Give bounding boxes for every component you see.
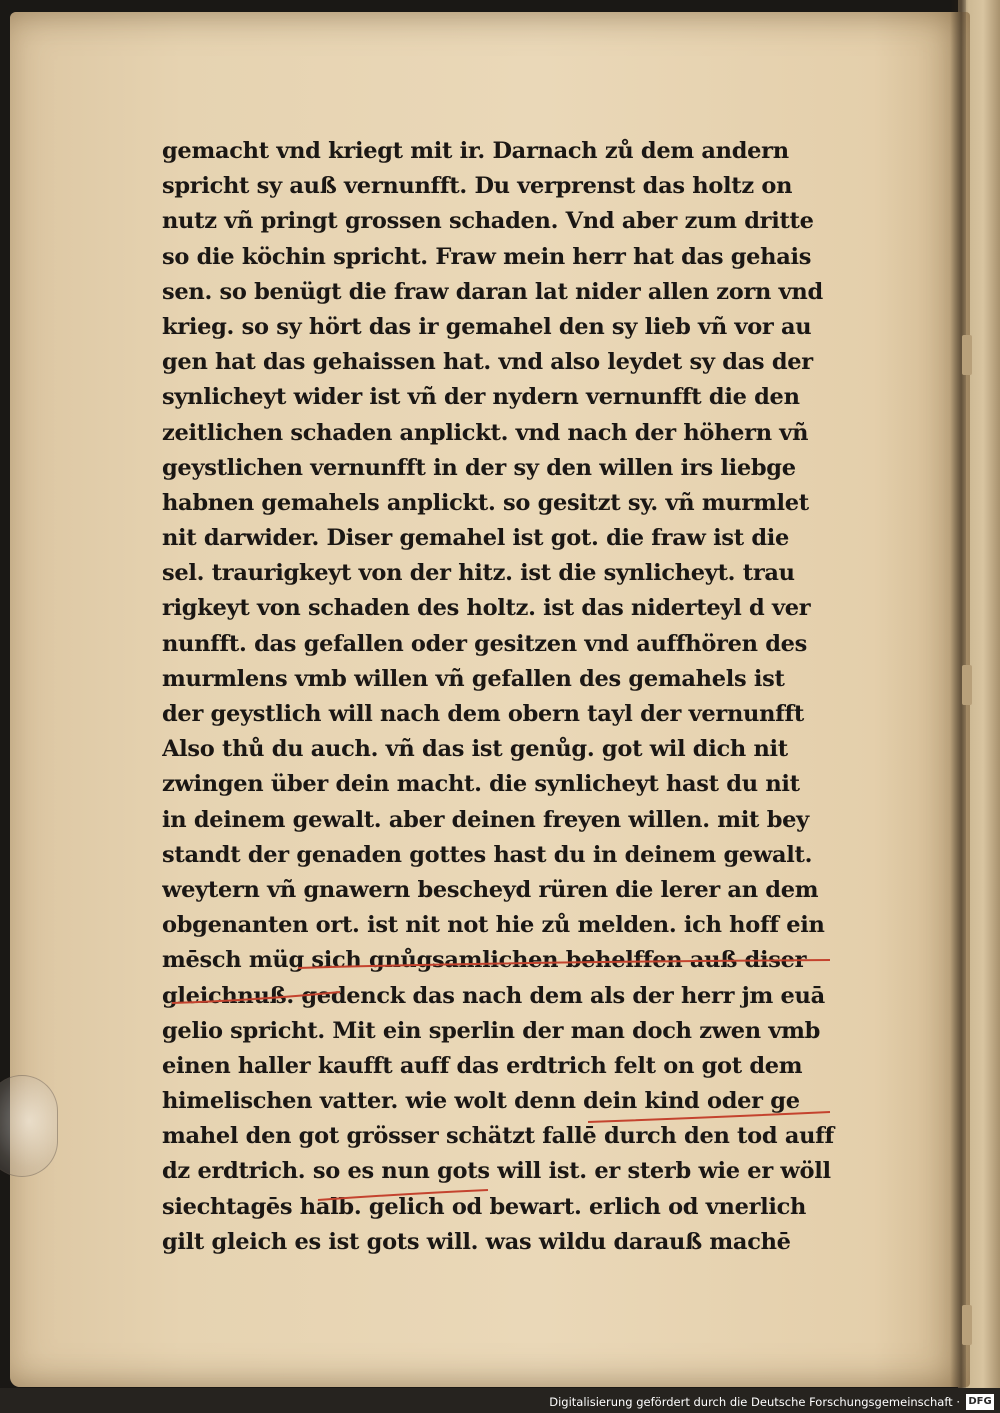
text-line: zwingen über dein macht. die synlicheyt hast du nit: [162, 771, 800, 798]
text-line: murmlens vmb willen vñ gefallen des gemahels ist: [162, 665, 785, 692]
text-line: rigkeyt von schaden des holtz. ist das niderteyl d ver: [162, 595, 811, 622]
text-line: nunfft. das gefallen oder gesitzen vnd auffhören des: [162, 630, 808, 657]
text-line: gen hat das gehaissen hat. vnd also leydet sy das der: [162, 349, 813, 376]
text-line: synlicheyt wider ist vñ der nydern vernunfft die den: [162, 384, 800, 411]
text-line: sen. so benügt die fraw daran lat nider allen zorn vnd: [162, 278, 823, 305]
text-line: weytern vñ gnawern bescheyd rüren die lerer an dem: [162, 876, 819, 903]
text-line: mahel den got grösser schätzt fallē durch den tod auff: [162, 1123, 834, 1150]
text-line: der geystlich will nach dem obern tayl der vernunfft: [162, 701, 804, 727]
page-edge-tab: [962, 1305, 972, 1345]
text-line: siechtagēs halb. gelich od bewart. erlich od vnerlich: [162, 1193, 807, 1220]
text-line: zeitlichen schaden anplickt. vnd nach der höhern vñ: [162, 419, 809, 446]
text-line: so die köchin spricht. Fraw mein herr hat das gehais: [162, 243, 812, 270]
text-line: habnen gemahels anplickt. so gesitzt sy. vñ murmlet: [162, 489, 809, 516]
text-line: geystlichen vernunfft in der sy den willen irs liebge: [162, 454, 796, 481]
text-line-underlined: gleichnuß. gedenck das nach dem als der herr jm euā: [162, 982, 825, 1009]
text-line: obgenanten ort. ist nit not hie zů melden. ich hoff ein: [162, 912, 825, 939]
digitization-credit: Digitalisierung gefördert durch die Deutsche Forschungsgemeinschaft ·: [549, 1395, 960, 1409]
text-line-underlined: dz erdtrich. so es nun gots will ist. er sterb wie er wöll: [162, 1158, 831, 1185]
text-line-underlined: gelio spricht. Mit ein sperlin der man doch zwen vmb: [162, 1017, 821, 1044]
text-line: himelischen vatter. wie wolt denn dein kind oder ge: [162, 1088, 800, 1115]
page-clip: [0, 1075, 58, 1177]
text-line: nit darwider. Diser gemahel ist got. die fraw ist die: [162, 525, 790, 552]
text-line: mēsch müg sich gnůgsamlichen behelffen auß diser: [162, 947, 807, 974]
text-line: Also thů du auch. vñ das ist genůg. got wil dich nit: [162, 736, 788, 763]
page-edge-tab: [962, 335, 972, 375]
page-edge-tab: [962, 665, 972, 705]
text-line: krieg. so sy hört das ir gemahel den sy lieb vñ vor au: [162, 313, 812, 340]
text-line: gemacht vnd kriegt mit ir. Darnach zů dem andern: [162, 138, 789, 164]
text-line: sel. traurigkeyt von der hitz. ist die synlicheyt. trau: [162, 560, 795, 587]
text-line: standt der genaden gottes hast du in deinem gewalt.: [162, 841, 813, 868]
dfg-logo: DFG: [966, 1394, 994, 1410]
text-line: in deinem gewalt. aber deinen freyen willen. mit bey: [162, 806, 809, 833]
text-line-underlined: gilt gleich es ist gots will. was wildu darauß machē: [162, 1228, 791, 1255]
text-block: [162, 134, 837, 1260]
text-line: einen haller kaufft auff das erdtrich felt on got dem: [162, 1052, 803, 1079]
text-line: nutz vñ pringt grossen schaden. Vnd aber zum dritte: [162, 208, 814, 235]
text-line: spricht sy auß vernunfft. Du verprenst das holtz on: [162, 173, 793, 200]
